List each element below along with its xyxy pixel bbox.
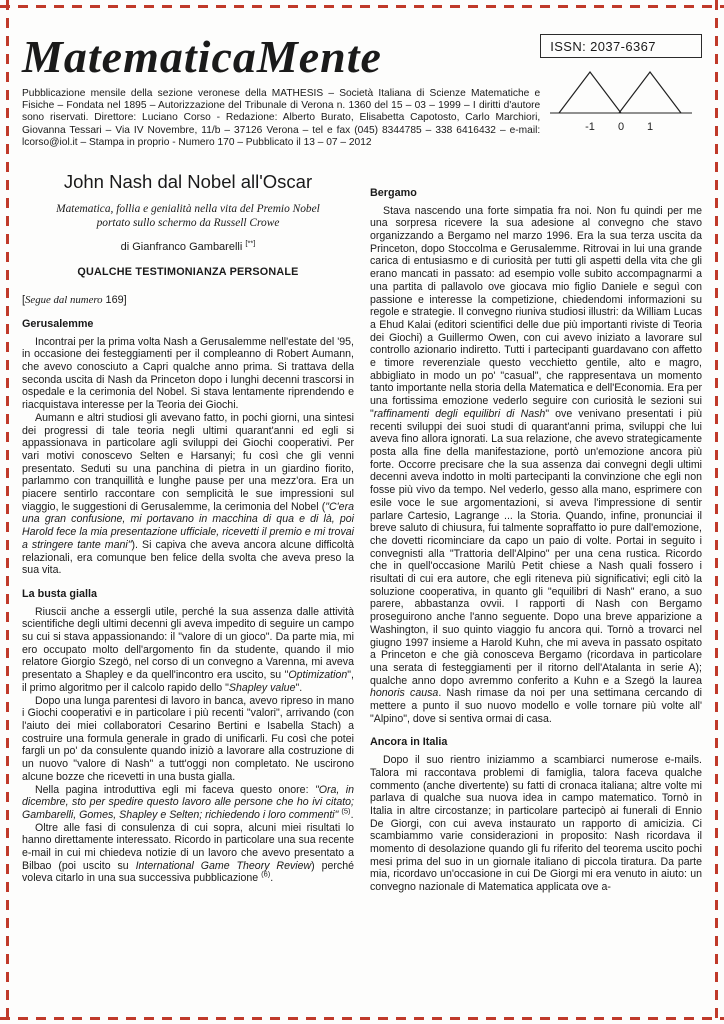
italic-text: Shapley value bbox=[228, 681, 296, 694]
page-border-right bbox=[715, 0, 718, 1024]
text-run: Nella pagina introduttiva egli mi faceva questo onore: bbox=[35, 783, 315, 796]
page-border-left bbox=[6, 0, 9, 1024]
italic-text: raffinamenti degli equilibri di Nash bbox=[373, 407, 546, 420]
paragraph bbox=[22, 695, 354, 784]
issn-badge: ISSN: 2037-6367 bbox=[540, 34, 702, 58]
subsection-heading: La busta gialla bbox=[22, 587, 97, 600]
logo-tick-zero: 0 bbox=[618, 121, 625, 133]
italic-text: International Game Theory Review bbox=[135, 859, 312, 872]
text-run: . bbox=[350, 808, 354, 821]
subsection-heading: Bergamo bbox=[370, 186, 417, 199]
text-run: di Gianfranco Gambarelli bbox=[120, 240, 246, 253]
italic-text: "Ora, in dicembre, sto per spedire questo lavoro alle persone che ho ivi citato; Gambarelli, Gomes, Shapley e Selten; richiedendo i loro commenti" bbox=[22, 783, 354, 821]
page-border-bottom bbox=[0, 1017, 724, 1020]
text-run: Oltre alle fasi di consulenza di cui sopra, alcuni miei risultati lo hanno direttamente interessato. Ricordo in particolare una sua recente e-mail in cui mi chiedeva notizie di un lavoro che avevo presentato a Bilbao (poi uscito su bbox=[22, 821, 354, 872]
text-run: Stava nascendo una forte simpatia fra noi. Non fu quindi per me una sorpresa ricevere la sua adesione al convegno che stavo organizzando a Bergamo nel marzo 1996. Era la sua terza uscita da Princeton, dopo Stoccolma e Gerusalemme. Ritrovai in lui una grande carica di entusiasmo e di curiosità per tutti gli aspetti della vita che gli erano mancati in passato: ad esempio volle subito accompagnarmi a una partita di pallavolo ove giocava mio figlio Daniele e seguì con passione e interesse la competizione, chiedendomi informazioni su regole e strategie. Il convegno riuniva studiosi illustri: da William Lucas a Ehud Kalai (editori scientifici delle due più importanti riviste di Teoria dei Giochi) a Guillermo Owen, con cui avevo iniziato a lavorare sul controllo azionario indiretto. Tutti i partecipanti guardavano con affetto e timore reverenziale questo vecchietto gentile, alto e magro, abbigliato in modo un po' "casual", che rappresentava un momento tanto importante nella storia della Matematica e dell'Economia. Era per una fortissima emozione vederlo seguire con curiosità le sezioni sui " bbox=[370, 204, 702, 420]
text-run: 169] bbox=[102, 294, 127, 307]
text-run: ). Si capiva che aveva ancora alcune difficoltà relazionali, era comunque ben felice della svolta che aveva preso la sua vita. bbox=[22, 538, 354, 577]
article-title: John Nash dal Nobel all'Oscar bbox=[63, 170, 313, 192]
logo-container bbox=[540, 61, 702, 141]
paragraph bbox=[370, 754, 702, 894]
logo-tick-minus1: -1 bbox=[585, 121, 595, 133]
article-body bbox=[22, 161, 702, 894]
column-left-blocks bbox=[22, 318, 354, 885]
text-run: . Nash rimase da noi per una settimana cercando di mettere a punto il suo nuovo modello e volle tornare più volte all' "Alpino", dove si sentiva ormai di casa. bbox=[370, 687, 702, 725]
text-run: ) perché voleva citarlo in una sua successiva pubblicazione bbox=[22, 859, 354, 885]
column-right bbox=[370, 161, 702, 894]
text-run: Dopo una lunga parentesi di lavoro in banca, avevo ripreso in mano i Giochi cooperativi e in particolare i più recenti "valori", arrivando (con l'aiuto dei miei collaboratori Cesarino Bertini e Isabella Stach) a costruire una formula generale in grado di unificarli. Fu così che potei fargli un po' da consulente quando iniziò a lavorare alla costruzione di un nuovo "valore di Nash" a tutt'oggi non completato. Ne uscirono alcune bozze che ricevetti in una busta gialla. bbox=[22, 694, 354, 783]
italic-text: Segue dal numero bbox=[25, 294, 103, 307]
text-run: " ove venivano presentati i più recenti sviluppi dei suoi studi di quarant'anni prima, sviluppi che lui aveva fino allora ignorati. La sua relazione, che avevo strategicamente posta alla fine della manifestazione, portò un'emozione ancora più forte. Occorre precisare che la sua assenza dai convegni degli ultimi decenni aveva indotto in molti partecipanti la convinzione che egli non fosse più vivo da tempo. Nel vederlo, gesso alla mano, esprimere con esile voce le sue argomentazioni, si aveva l'impressione di sentir parlare Cartesio, Lagrange ... la Storia. Quando, infine, pronunciai il breve saluto di chiusura, fui talmente sopraffatto io pure dall'emozione, che dovetti ricominciare da capo un paio di volte. Portai in seguito i convegnisti alla "Trattoria dell'Alpino" per una cena rustica. Ricordo che in quell'occasione Marilù Petit chiese a Nash quali fossero i risultati di cui era autore, che egli riteneva più significativi; egli citò la soluzione cooperativa, in quanto gli "equilibri di Nash" erano, a suo parere, abbastanza ovvii. I rapporti di Nash con Bergamo proseguirono anche l'anno seguente. Dopo una breve apparizione a Washington, il suo quinto viaggio fu ancora qui. Tornò a trovarci nel giugno 1997 insieme a Harold Kuhn, che mi aveva in passato ospitato a Princeton e che già conosceva Bergamo (ricordava in particolare una serata di festeggiamenti per il ritorno dell'Atalanta in serie A); qualche anno dopo avremmo conferito a Kuhn e a Szegö la laurea bbox=[370, 407, 702, 687]
subsection-heading: Ancora in Italia bbox=[370, 736, 448, 749]
logo-tick-one: 1 bbox=[647, 121, 654, 133]
text-run: ", il primo algoritmo per il calcolo rapido dello " bbox=[22, 669, 354, 694]
byline bbox=[22, 238, 354, 254]
text-run: ". bbox=[295, 681, 303, 694]
paragraph bbox=[22, 336, 354, 412]
paragraph bbox=[22, 784, 354, 822]
section-heading: QUALCHE TESTIMONIANZA PERSONALE bbox=[77, 266, 299, 279]
footnote-marker: (5) bbox=[341, 806, 351, 816]
article-subtitle: Matematica, follia e genialità nella vita del Premio Nobel portato sullo schermo da Russell Crowe bbox=[56, 203, 320, 229]
subsection-heading: Gerusalemme bbox=[22, 317, 94, 330]
text-run: . bbox=[270, 872, 274, 885]
text-run: [ bbox=[22, 294, 25, 307]
text-run: Riuscii anche a essergli utile, perché la sua assenza dalle attività scientifiche degli ultimi decenni gli aveva impedito di seguire un campo su cui si stava appassionando: il "valore di un gioco". Da parte mia, mi ero occupato molto dell'argomento fin da studente, quando il mio relatore Giorgio Szegö, nel corso di un convegno a Varenna, mi aveva presentato a Shapley e da quell'incontro era uscito, su " bbox=[22, 605, 354, 682]
text-run: Dopo il suo rientro iniziammo a scambiarci numerose e-mails. Talora mi raccontava problemi di famiglia, talora faceva qualche commento (anche divertente) su fatti di cronaca italiana; altre volte mi parlava di qualche sua nuova idea in campo matematico. Tornò in Italia in altre circostanze; in particolare partecipò ai funerali di Ennio De Giorgi, con cui aveva instaurato un rapporto di amicizia. Ci scambiammo varie considerazioni in proposito: Nash ricordava il momento di desolazione quando gli fu riferito del teorema uscito pochi mesi prima del suo in un giornale italiano di piccola tiratura. Da parte mia, ricordavo un'occasione in cui De Giorgi mi era venuto in aiuto: un convegno nazionale di Matematica applicata ove a- bbox=[370, 754, 702, 894]
italic-text: honoris causa bbox=[370, 687, 439, 700]
paragraph bbox=[370, 205, 702, 726]
text-run: Aumann e altri studiosi gli avevano fatto, in pochi giorni, una sintesi dei progressi di tale teoria negli ultimi quarant'anni ed egli si appassionava in particolare agli sviluppi dei Giochi cooperativi. Per vari motivi conoscevo Selten e Harsanyi; fu così che gli venni presentato. Seduti su una panchina di pietra in un giardino fiorito, parlammo con tranquillità e lunghe pause per una mezz'ora. Era un piacere sentirlo raccontare con semplicità le sue impressioni sul viaggio, le suggestioni di Gerusalemme, la cerimonia del Nobel ( bbox=[22, 411, 354, 513]
paragraph bbox=[22, 412, 354, 577]
footnote-marker: (6) bbox=[261, 869, 271, 879]
masthead-header bbox=[22, 31, 702, 149]
footnote-marker: [**] bbox=[245, 238, 256, 248]
column-left bbox=[22, 161, 354, 894]
page-border-top bbox=[0, 5, 724, 8]
italic-text: Optimization bbox=[288, 669, 348, 682]
paragraph bbox=[22, 822, 354, 886]
italic-text: "C'era una gran confusione, mi portavano in macchina di qua e di là, poi Harold fece la mia presentazione ufficiale, ricevetti il premio e mi trovai a stringere tante mani" bbox=[22, 500, 354, 551]
paragraph bbox=[22, 606, 354, 695]
text-run: Incontrai per la prima volta Nash a Gerusalemme nell'estate del '95, in occasione dei festeggiamenti per il compleanno di Robert Aumann, che avevo conosciuto a Capri qualche anno prima. Si trattava della seconda uscita di Nash da Princeton dopo i lunghi decenni trascorsi in ospedale e la cerimonia del Nobel. Si stava lentamente riprendendo e riacquistava interesse per la Teoria dei Giochi. bbox=[22, 335, 354, 412]
masthead-right bbox=[540, 34, 702, 141]
continuation-note bbox=[22, 294, 354, 307]
double-triangle-graph-icon bbox=[545, 61, 697, 141]
publication-info: Pubblicazione mensile della sezione veronese della MATHESIS – Società Italiana di Scienze Matematiche e Fisiche – Fondata nel 1895 – Autorizzazione del Tribunale di Verona n. 1360 del 15 – 03 – 1999 – I diritti d'autore sono riservati. Direttore: Luciano Corso - Redazione: Alberto Burato, Elisabetta Capotosto, Carlo Marchiori, Giovanna Tessari – Via IV Novembre, 11/b – 37126 Verona – tel e fax (045) 8344785 – 338 6416432 – e-mail: lcorso@iol.it – Stampa in proprio - Numero 170 – Pubblicato il 13 – 07 – 2012 bbox=[22, 87, 541, 148]
column-right-blocks bbox=[370, 187, 702, 894]
journal-title: MatematicaMente bbox=[22, 31, 382, 82]
masthead-left bbox=[22, 31, 541, 149]
